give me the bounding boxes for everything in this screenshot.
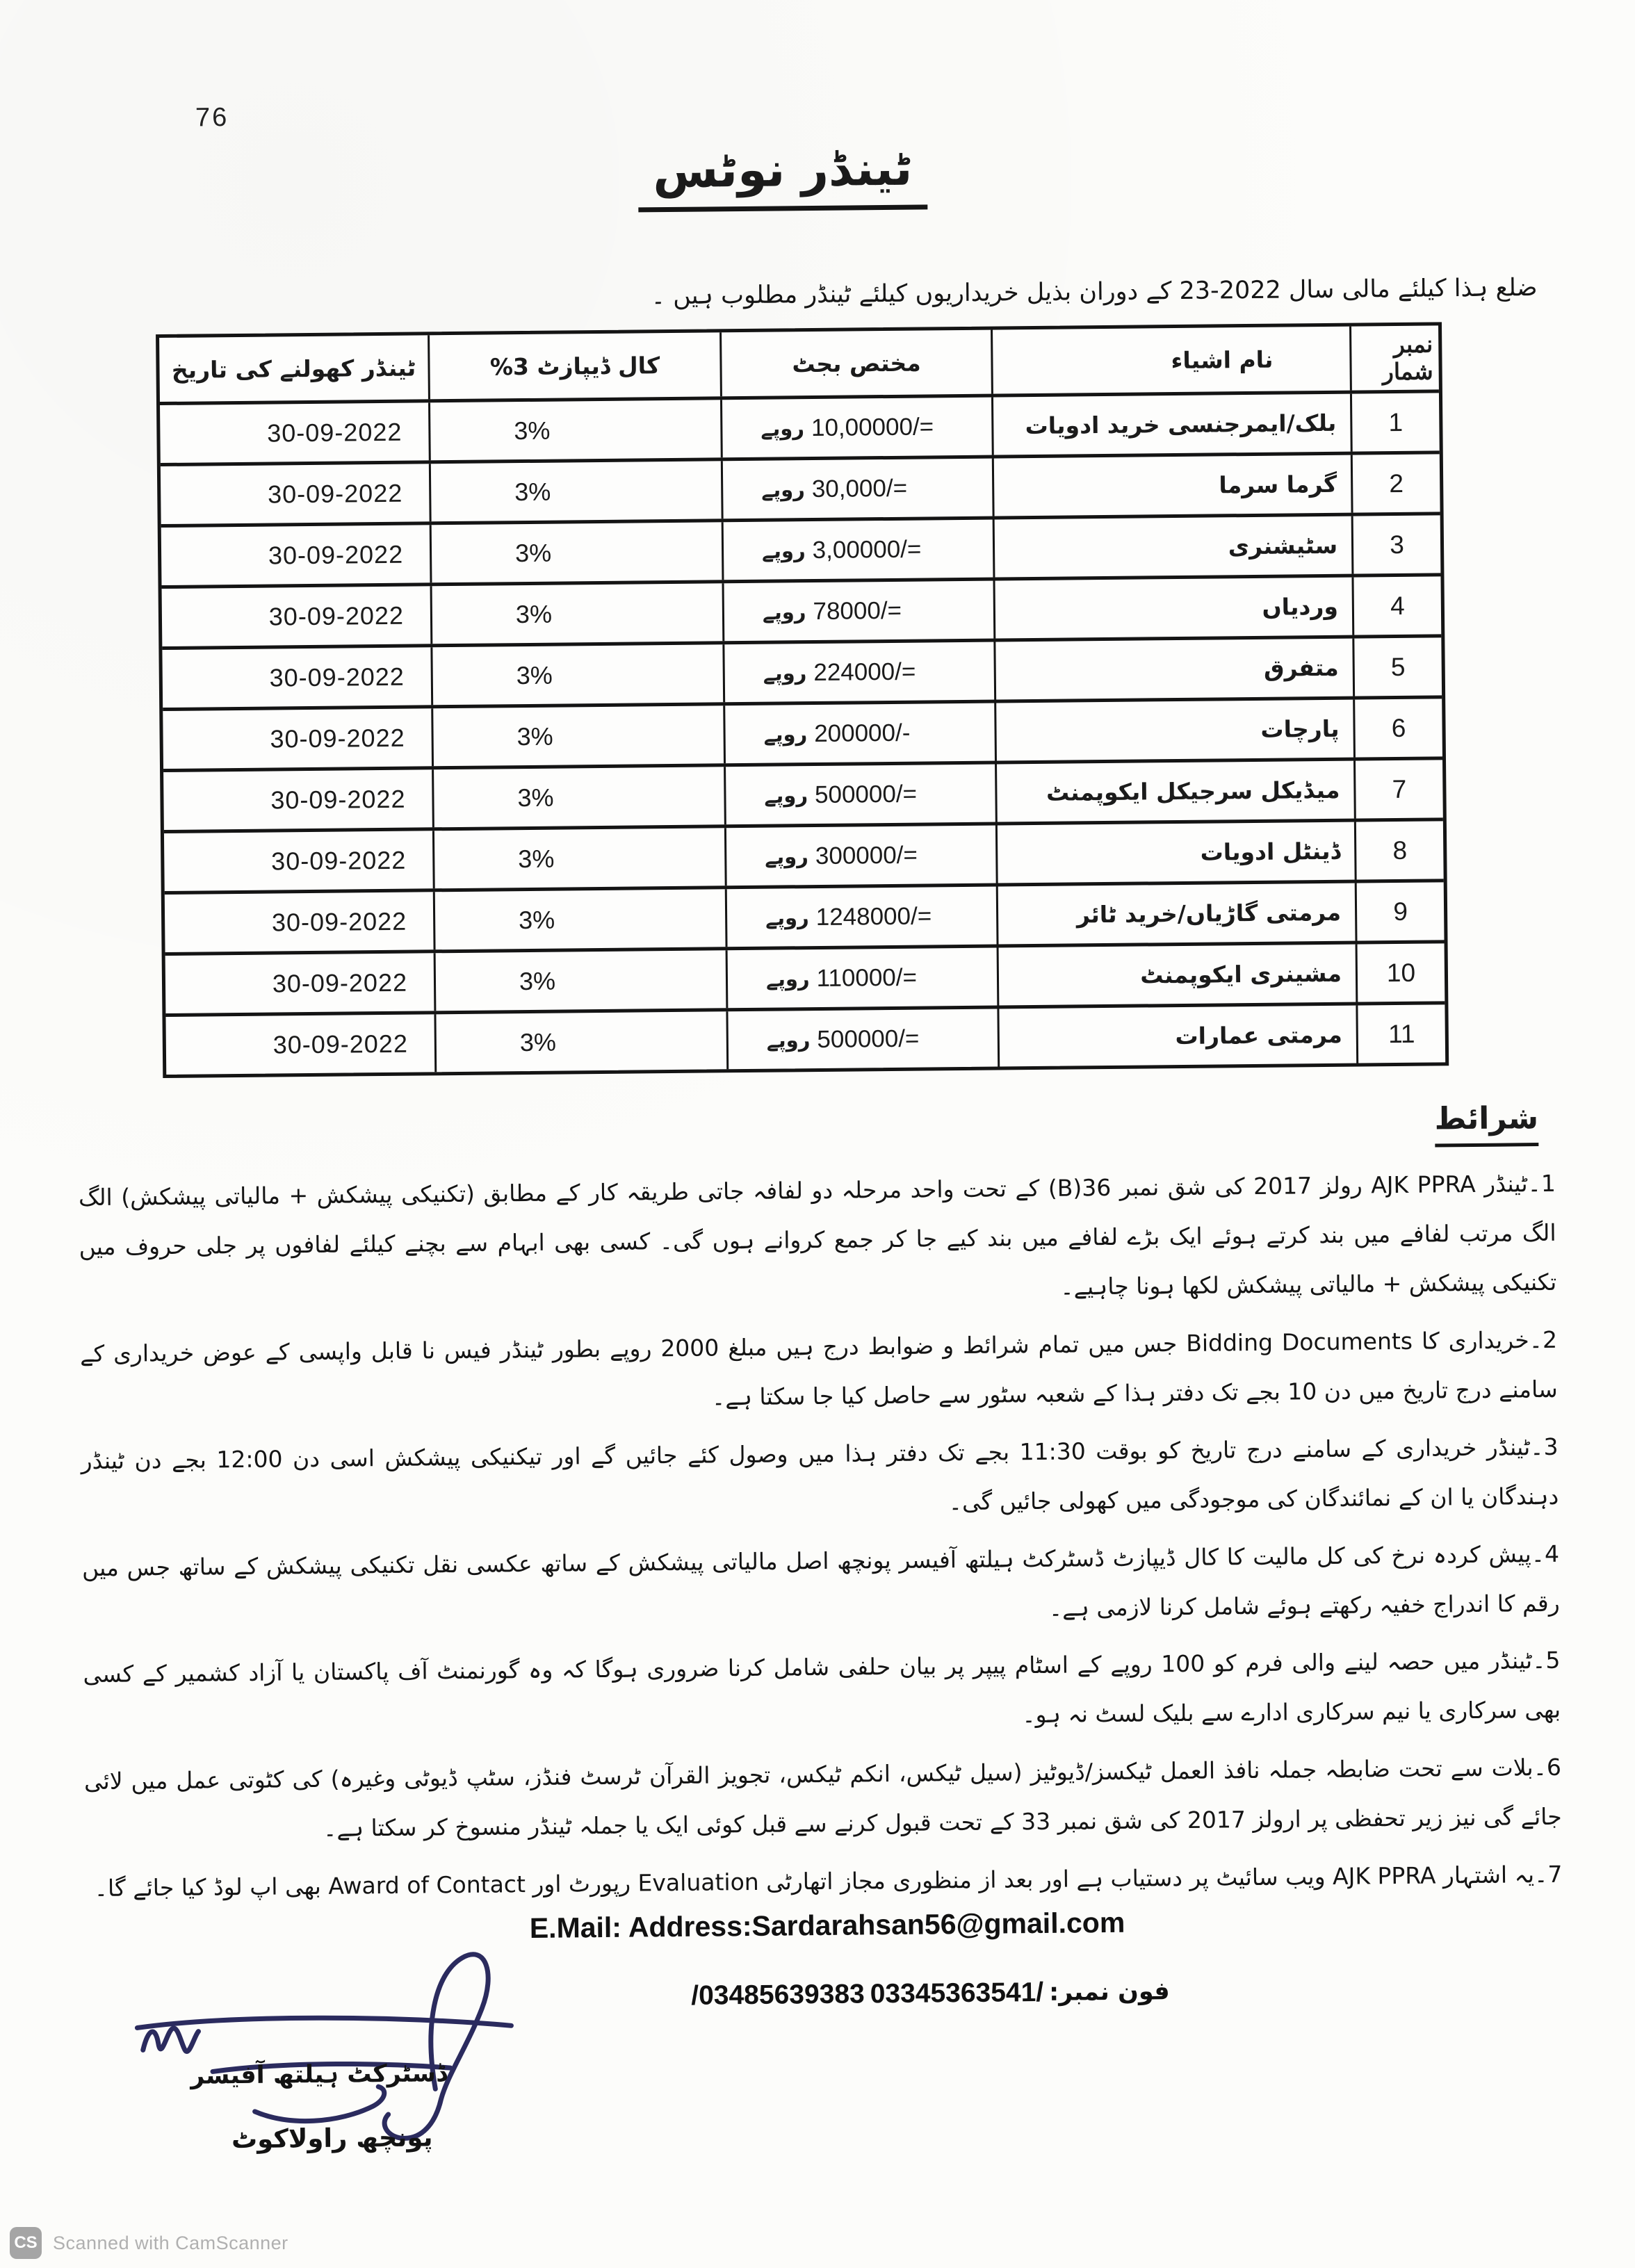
budget-amount: 200000/- <box>814 719 911 747</box>
row-budget <box>725 887 997 947</box>
table-row <box>165 1004 1445 1075</box>
phone-line <box>411 1974 1384 2014</box>
intro-line: ضلع ہذا کیلئے مالی سال 2022-23 کے دوران بذیل خریداریوں کیلئے ٹینڈر مطلوب ہیں ۔ <box>651 274 1538 311</box>
header-item: نام اشیاء <box>991 327 1350 394</box>
budget-currency: روپے <box>763 721 808 747</box>
row-date: 30-09-2022 <box>272 968 408 998</box>
budget-amount: 30,000/= <box>811 474 908 503</box>
row-budget <box>721 459 993 519</box>
row-budget <box>723 703 995 764</box>
camscanner-text: Scanned with CamScanner <box>53 2232 288 2253</box>
row-budget <box>724 826 996 886</box>
row-date: 30-09-2022 <box>267 417 402 448</box>
budget-currency: روپے <box>763 660 807 685</box>
document-title-text: ٹینڈر نوٹس <box>637 141 928 212</box>
header-budget: مختص بجٹ <box>719 330 991 397</box>
budget-amount: 110000/= <box>816 963 918 992</box>
row-deposit: 3% <box>429 461 722 521</box>
row-item-name: ڈینٹل ادویات <box>995 822 1355 883</box>
row-serial: 10 <box>1356 943 1445 1002</box>
budget-amount: 1248000/= <box>815 902 932 931</box>
row-item-name: پارچات <box>994 700 1353 761</box>
row-deposit: 3% <box>434 1011 726 1072</box>
budget-currency: روپے <box>761 538 806 563</box>
row-item-name: مرمتی عمارات <box>997 1006 1356 1067</box>
table-header-row <box>159 325 1439 405</box>
signatory-office: پونچھ راولاکوٹ <box>231 2122 433 2155</box>
row-serial: 5 <box>1352 637 1442 696</box>
document-title <box>0 135 1600 206</box>
row-serial: 8 <box>1354 821 1444 879</box>
budget-amount: 500000/= <box>817 1025 920 1053</box>
row-item-name: گرما سرما <box>992 455 1351 516</box>
row-deposit: 3% <box>431 705 724 766</box>
phone-number-2: /03485639383 <box>691 1979 865 2011</box>
term-item-4: 4۔پیش کردہ نرخ کی کل مالیت کا کال ڈیپازٹ ڈسٹرکٹ ہیلتھ آفیسر پونچھ اصل مالیاتی پیشکش کے ساتھ عکسی نقل تکنیکی پیشکش کے ساتھ جس میں رقم کا اندراج خفیہ رکھتے ہوئے شامل کرنا لازمی ہے۔ <box>81 1540 1560 1622</box>
row-date: 30-09-2022 <box>268 601 405 631</box>
row-deposit: 3% <box>432 767 724 827</box>
row-item-name: میڈیکل سرجیکل ایکوپمنٹ <box>995 761 1354 822</box>
tender-table <box>156 322 1449 1078</box>
row-serial: 3 <box>1351 515 1441 573</box>
signatory-title: ڈسٹرکٹ ہیلتھ آفیسر <box>190 2059 447 2090</box>
terms-list <box>79 1159 1563 1922</box>
row-serial: 9 <box>1355 882 1445 940</box>
row-item-name: سٹیشنری <box>993 516 1352 578</box>
row-serial: 6 <box>1353 699 1442 757</box>
row-deposit: 3% <box>433 889 726 949</box>
row-date: 30-09-2022 <box>269 662 405 692</box>
row-budget <box>722 581 994 642</box>
row-date: 30-09-2022 <box>272 1029 409 1059</box>
row-budget <box>722 642 994 703</box>
row-date: 30-09-2022 <box>267 478 403 509</box>
camscanner-icon: CS <box>10 2227 42 2259</box>
row-serial: 11 <box>1356 1004 1445 1063</box>
budget-currency: روپے <box>760 416 805 441</box>
row-serial: 7 <box>1353 760 1443 818</box>
terms-heading: شرائط <box>1434 1100 1538 1147</box>
budget-currency: روپے <box>762 599 806 624</box>
row-date: 30-09-2022 <box>270 784 406 815</box>
row-date: 30-09-2022 <box>268 539 404 570</box>
budget-amount: 500000/= <box>814 780 918 808</box>
row-item-name: بلک/ایمرجنسی خرید ادویات <box>991 394 1351 455</box>
header-serial: نمبر شمار <box>1349 325 1439 390</box>
term-item-5: 5۔ٹینڈر میں حصہ لینے والی فرم کو 100 روپے کے اسٹام پیپر پر بیان حلفی شامل کرنا ضروری ہوگا کہ وہ گورنمنٹ آف پاکستان یا آزاد کشمیر کے کسی بھی سرکاری یا نیم سرکاری ادارے سے بلیک لسٹ نہ ہو۔ <box>83 1647 1561 1729</box>
row-deposit: 3% <box>434 950 726 1011</box>
row-date: 30-09-2022 <box>270 723 405 753</box>
row-budget <box>722 520 993 580</box>
header-date: ٹینڈر کھولنے کی تاریخ <box>171 354 416 384</box>
term-item-7: 7۔یہ اشتہار AJK PPRA ویب سائیٹ پر دستیاب ہے اور بعد از منظوری مجاز اتھارٹی Evaluation رپورٹ اور Award of Contact بھی اپ لوڈ کیا جائے گا۔ <box>94 1860 1563 1902</box>
row-deposit: 3% <box>432 828 725 888</box>
term-item-3: 3۔ٹینڈر خریداری کے سامنے درج تاریخ کو بوقت 11:30 بجے تک دفتر ہذا میں وصول کئے جائیں گے اور تیکنیکی پیشکش اسی دن 12:00 بجے دن ٹینڈر دہندگان یا ان کے نمائندگان کی موجودگی میں کھولی جائیں گی۔ <box>81 1433 1559 1515</box>
row-deposit: 3% <box>430 522 722 582</box>
budget-currency: روپے <box>761 477 805 502</box>
email-line: E.Mail: Address:Sardarahsan56@gmail.com <box>529 1906 1125 1945</box>
term-item-1: 1۔ٹینڈر AJK PPRA رولز 2017 کی شق نمبر 36(B) کے تحت واحد مرحلہ دو لفافہ جاتی طریقہ کار کے مطابق (تکنیکی پیشکش + مالیاتی پیشکش) الگ الگ مرتب لفافے میں بند کرتے ہوئے ایک بڑے لفافے میں بند کیے جا کر جمع کروانے ہوں گی۔ کسی بھی ابہام سے بچنے کیلئے لفافوں پر جلی حروف میں تکنیکی پیشکش + مالیاتی پیشکش لکھا ہونا چاہیے۔ <box>78 1169 1557 1300</box>
camscanner-watermark <box>10 2227 288 2259</box>
budget-currency: روپے <box>765 966 810 991</box>
phone-label: فون نمبر: <box>1048 1977 1170 2007</box>
row-budget <box>720 398 992 458</box>
phone-number-1: 03345363541/ <box>870 1977 1044 2009</box>
budget-currency: روپے <box>765 844 809 869</box>
row-budget <box>726 1009 998 1070</box>
term-item-2: 2۔خریداری کا Bidding Documents جس میں تمام شرائط و ضوابط درج ہیں مبلغ 2000 روپے بطور ٹینڈر فیس نا قابل واپسی کے عوض خریداری کے سامنے درج تاریخ میں دن 10 بجے تک دفتر ہذا کے شعبہ سٹور سے حاصل کیا جا سکتا ہے۔ <box>79 1325 1558 1411</box>
budget-amount: 224000/= <box>813 658 916 686</box>
row-date: 30-09-2022 <box>271 906 407 937</box>
page-number: 76 <box>195 103 229 133</box>
row-serial: 4 <box>1351 576 1441 635</box>
row-date: 30-09-2022 <box>270 845 407 876</box>
row-item-name: مشینری ایکوپمنٹ <box>997 945 1356 1006</box>
row-item-name: متفرق <box>993 639 1353 700</box>
budget-amount: 3,00000/= <box>812 535 922 564</box>
row-deposit: 3% <box>428 400 721 460</box>
header-deposit: کال ڈیپازٹ 3% <box>428 332 720 399</box>
budget-amount: 10,00000/= <box>811 412 934 441</box>
row-serial: 1 <box>1350 393 1440 451</box>
budget-amount: 300000/= <box>815 841 918 870</box>
row-budget <box>726 948 998 1009</box>
row-item-name: وردیاں <box>993 578 1353 639</box>
budget-currency: روپے <box>764 783 808 808</box>
budget-amount: 78000/= <box>813 596 902 625</box>
tender-table-rows <box>160 393 1445 1075</box>
row-deposit: 3% <box>430 644 723 705</box>
budget-currency: روپے <box>765 905 809 930</box>
budget-currency: روپے <box>766 1027 811 1052</box>
row-deposit: 3% <box>430 583 723 644</box>
row-item-name: مرمتی گاڑیاں/خرید ٹائر <box>996 883 1356 945</box>
row-serial: 2 <box>1351 454 1440 512</box>
row-budget <box>724 765 995 825</box>
term-item-6: 6۔بلات سے تحت ضابطہ جملہ نافذ العمل ٹیکسز/ڈیوٹیز (سیل ٹیکس، انکم ٹیکس، تجویز القرآن ٹرسٹ فنڈز، سٹپ ڈیوٹی وغیرہ) کی کٹوتی عمل میں لائی جائے گی نیز زیر تحفظی پر ارولز 2017 کی شق نمبر 33 کے تحت قبول کرنے سے قبل کوئی ایک یا جملہ ٹینڈر منسوخ کر سکتا ہے۔ <box>83 1754 1562 1843</box>
